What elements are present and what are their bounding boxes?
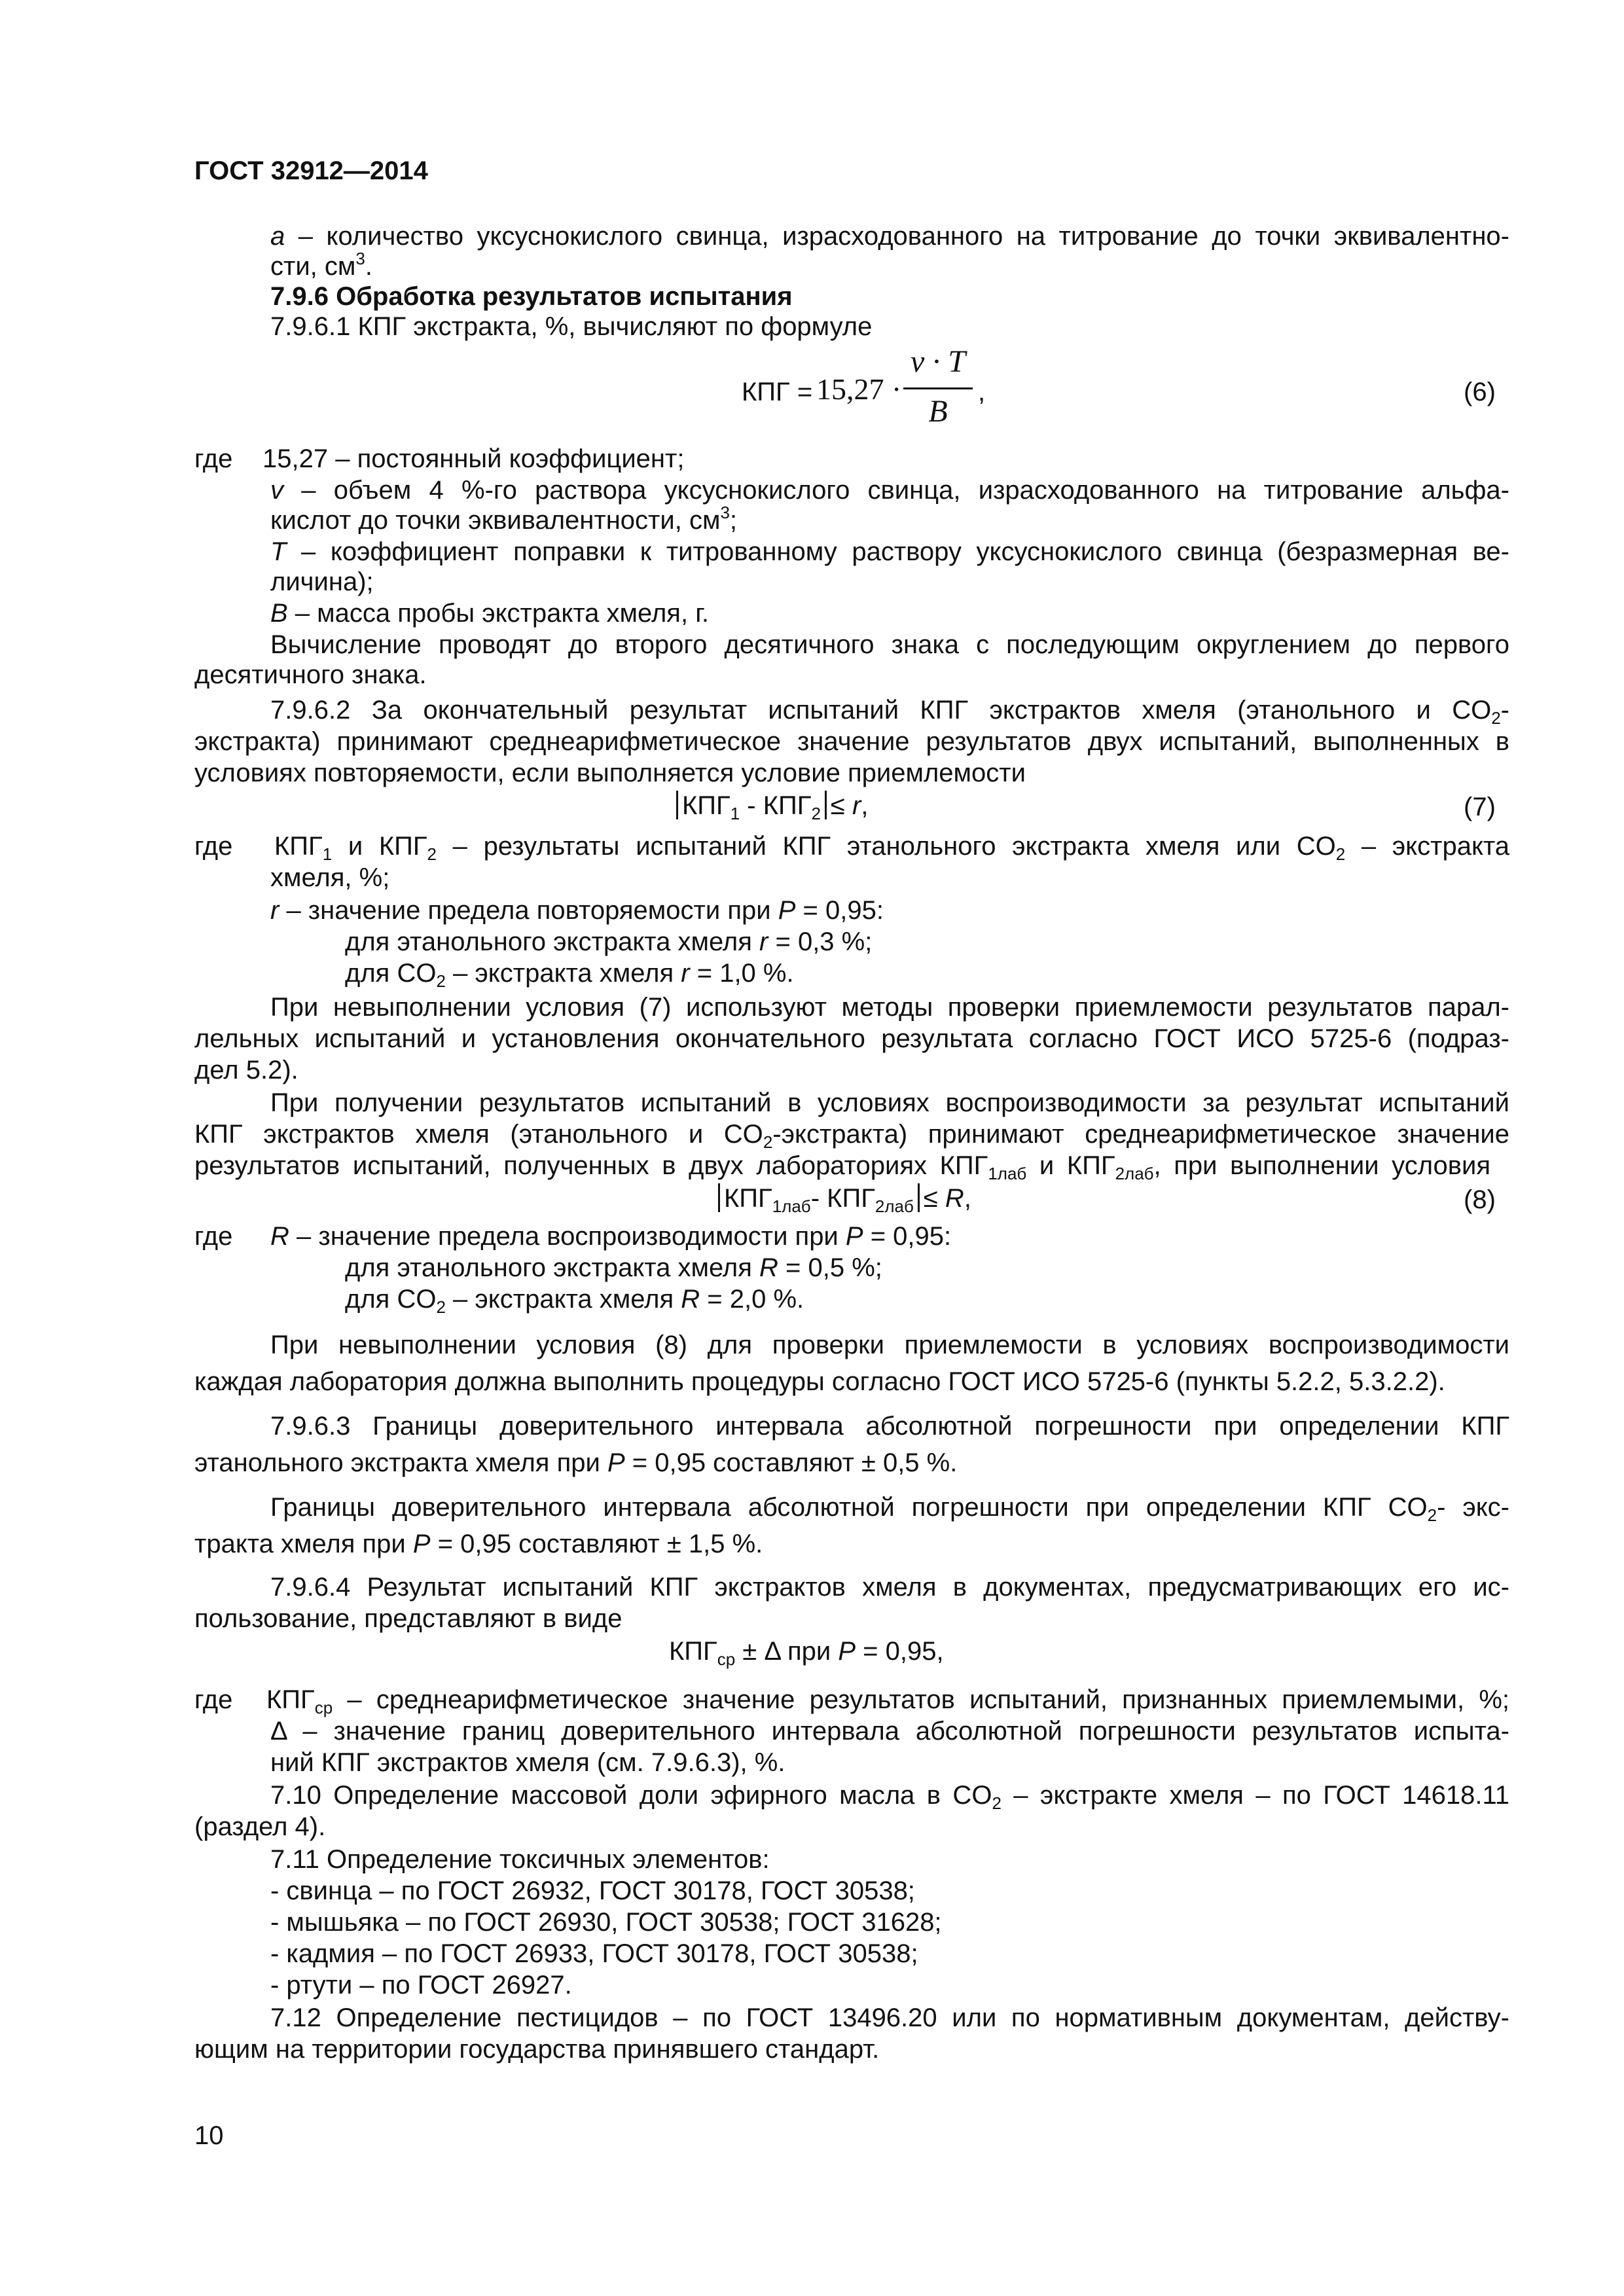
def-kpg-avg: $КПГ_{ср}$ – среднеарифметическое значение результатов испытаний, признанных приемлемыми, %; [266,1685,1509,1717]
section-7-12-line-1: 7.12 Определение пестицидов – по ГОСТ 13496.20 или по нормативным документам, действу- [270,2003,1509,2032]
formula-6-numerator: v · T [911,344,965,379]
fail7-line-3: дел 5.2). [194,1056,298,1085]
def-r-co2: для $CO_2$ – экстракта хмеля r = 1,0 %. [345,959,794,991]
abs-bar-left [718,1183,720,1212]
section-7-9-6-3-line-1: 7.9.6.3 Границы доверительного интервала абсолютной погрешности при определении КПГ [270,1412,1509,1441]
fail7-line-2: лельных испытаний и установления окончательного результата согласно ГОСТ ИСО 5725-6 (подраз- [194,1024,1509,1053]
where-label-9: где [194,1685,233,1714]
def-r: r – значение предела повторяемости при P = 0,95: [270,896,884,925]
def-R-ethanol: для этанольного экстракта хмеля R = 0,5 %; [345,1253,882,1282]
a-definition-line-2: сти, $см^3$. [270,249,372,281]
section-7-9-6-3-line-2: этанольного экстракта хмеля при P = 0,95 составляют ± 0,5 %. [194,1448,958,1477]
section-7-10-line-2: (раздел 4). [194,1812,326,1841]
toxic-item-mercury: - ртути – по ГОСТ 26927. [270,1971,572,2000]
section-7-9-6-3-line-3: Границы доверительного интервала абсолютной погрешности при определении КПГ $CO_2-$ экс- [270,1493,1510,1525]
section-7-9-6-4-line-2: пользование, представляют в виде [194,1604,623,1633]
section-7-11-title: 7.11 Определение токсичных элементов: [270,1845,770,1874]
formula-6-comma: , [978,378,986,406]
def-v-line-2: кислот до точки эквивалентности, $см^3$; [270,503,738,535]
fail8-line-1: При невыполнении условия (8) для проверки приемлемости в условиях воспроизводимости [270,1331,1509,1359]
formula-6-lhs: КПГ = [742,378,813,406]
def-R: R – значение предела воспроизводимости при P = 0,95: [270,1222,952,1251]
def-t-line-1: T – коэффициент поправки к титрованному раствору уксуснокислого свинца (безразмерная ве- [270,537,1509,566]
section-7-9-6-2-line-3: условиях повторяемости, если выполняется условие приемлемости [194,759,1026,787]
a-definition-line-1: a – количество уксуснокислого свинца, израсходованного на титрование до точки эквивалентно- [270,222,1509,251]
section-7-9-6-4-line-1: 7.9.6.4 Результат испытаний КПГ экстрактов хмеля в документах, предусматривающих его ис- [270,1573,1509,1602]
abs-bar-right [825,791,827,819]
def-kpg12-line-2: хмеля, %; [270,863,390,892]
abs-bar-right [918,1183,920,1212]
section-7-9-6-1-text: 7.9.6.1 КПГ экстракта, %, вычисляют по формуле [270,312,873,341]
formula-7-number: (7) [1464,793,1496,821]
def-delta-line-1: Δ – значение границ доверительного интервала абсолютной погрешности результатов испыта- [270,1717,1509,1746]
def-t-line-2: личина); [270,567,374,596]
formula-6-denominator: B [928,394,948,429]
def-R-co2: для $CO_2$ – экстракта хмеля R = 2,0 %. [345,1285,804,1317]
where-label-8: где [194,1222,233,1251]
where-label-6: где [194,444,233,473]
fail7-line-1: При невыполнении условия (7) используют методы проверки приемлемости результатов парал- [270,993,1509,1022]
fail8-line-2: каждая лаборатория должна выполнить процедуры согласно ГОСТ ИСО 5725-6 (пункты 5.2.2, 5.3.2.2). [194,1367,1445,1396]
def-kpg12-line-1: $КПГ_1$ и $КПГ_2$ – результаты испытаний КПГ этанольного экстракта хмеля или $CO_2$ – экстракта [274,832,1510,864]
formula-8-number: (8) [1464,1185,1496,1214]
formula-7: $КПГ_1 - КПГ_2 \le r$, [672,789,868,822]
repro-line-2: КПГ экстрактов хмеля (этанольного и $CO_2-экстракта$) принимают среднеарифметическое значение [194,1120,1510,1152]
repro-line-3: результатов испытаний, полученных в двух лабораториях $КПГ_{1лаб}$ и $КПГ_{2лаб}$, при выполнении условия [194,1151,1490,1183]
where-label-7: где [194,832,233,861]
calc-note-line-1: Вычисление проводят до второго десятичного знака с последующим округлением до первого [270,630,1509,659]
formula-6-coefficient: 15,27 · [816,372,902,406]
abs-bar-left [676,791,678,819]
formula-6-fraction-bar [903,387,973,389]
formula-8: $КПГ_{1лаб}-$ $КПГ_{2лаб} \le R$, [714,1182,971,1215]
def-r-ethanol: для этанольного экстракта хмеля r = 0,3 %; [345,927,873,956]
toxic-item-arsenic: - мышьяка – по ГОСТ 26930, ГОСТ 30538; ГОСТ 31628; [270,1908,942,1937]
section-7-9-6-3-line-4: тракта хмеля при P = 0,95 составляют ± 1,5 %. [194,1530,763,1558]
formula-6-number: (6) [1464,378,1496,406]
def-constant: 15,27 – постоянный коэффициент; [262,444,685,473]
repro-line-1: При получении результатов испытаний в условиях воспроизводимости за результат испытаний [270,1088,1509,1117]
toxic-item-lead: - свинца – по ГОСТ 26932, ГОСТ 30178, ГОСТ 30538; [270,1876,915,1905]
def-b: B – масса пробы экстракта хмеля, г. [270,599,710,628]
def-v-line-1: v – объем 4 %-го раствора уксуснокислого свинца, израсходованного на титрование альфа- [270,476,1509,505]
section-7-9-6-2-line-2: экстракта) принимают среднеарифметическое значение результатов двух испытаний, выполненных в [194,727,1509,756]
def-delta-line-2: ний КПГ экстрактов хмеля (см. 7.9.6.3), %. [270,1748,785,1777]
result-format-formula: $КПГ_{ср} \pm \Delta$ при P = 0,95, [669,1637,944,1669]
document-header: ГОСТ 32912—2014 [194,156,428,185]
section-7-12-line-2: ющим на территории государства принявшего стандарт. [194,2035,880,2064]
section-7-9-6-title: 7.9.6 Обработка результатов испытания [270,282,793,311]
calc-note-line-2: десятичного знака. [194,660,427,689]
section-7-10-line-1: 7.10 Определение массовой доли эфирного масла в $CO_2$ – экстракте хмеля – по ГОСТ 14618.11 [270,1781,1510,1813]
page-number: 10 [194,2121,224,2150]
section-7-9-6-2-line-1: 7.9.6.2 За окончательный результат испытаний КПГ экстрактов хмеля (этанольного и $CO_2-$ [270,696,1509,728]
toxic-item-cadmium: - кадмия – по ГОСТ 26933, ГОСТ 30178, ГОСТ 30538; [270,1939,918,1968]
